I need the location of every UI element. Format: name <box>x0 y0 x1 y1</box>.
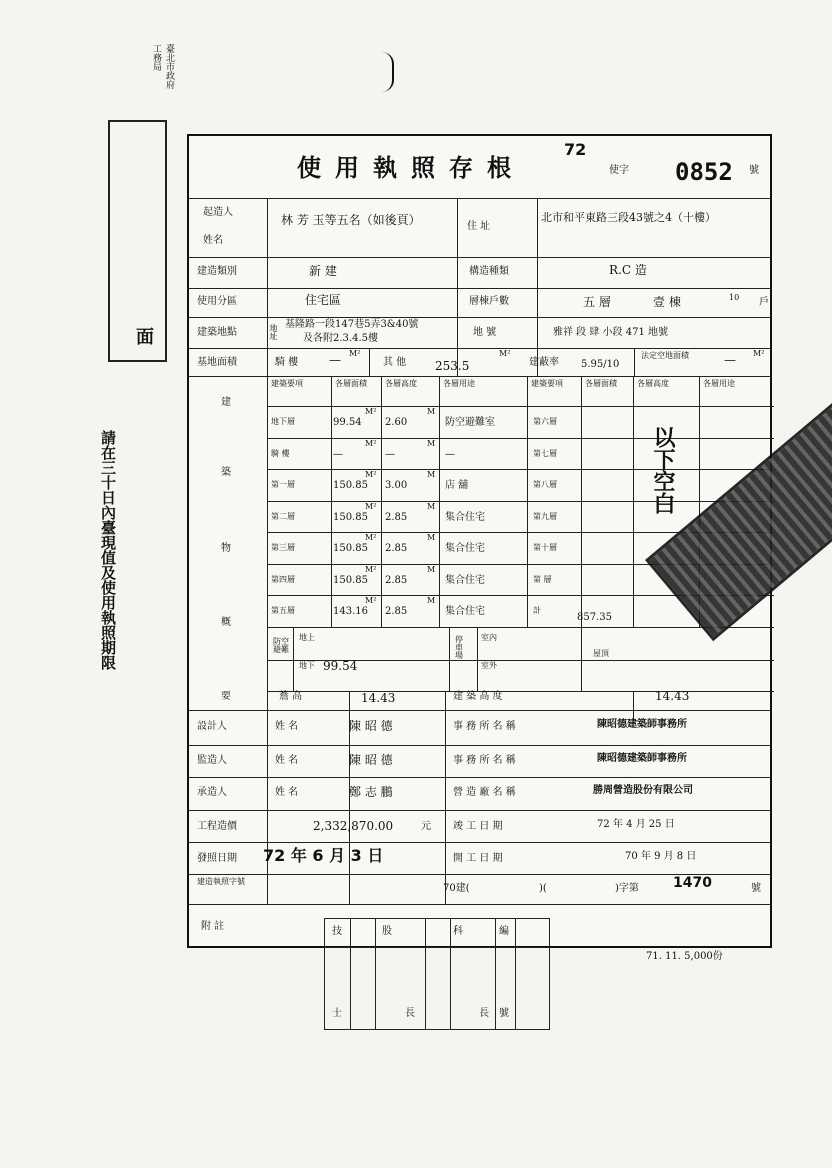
unit-label: M² <box>365 533 377 542</box>
table-cell: 第二層 <box>271 511 295 521</box>
table-cell: 第四層 <box>271 574 295 584</box>
table-cell: 2.85 <box>385 574 408 586</box>
footer-note: 71. 11. 5,000份 <box>646 951 723 962</box>
table-cell: 2.60 <box>385 417 408 428</box>
table-cell: 150.85 <box>333 543 368 554</box>
left-box-label: 面 <box>133 327 154 345</box>
table-cell: 第七層 <box>533 448 557 458</box>
table-cell: 第 層 <box>533 574 552 584</box>
table-header: 各層高度 <box>637 379 669 388</box>
top-stamp-left: 臺北市政府工務局 <box>151 44 174 89</box>
table-header: 各層面積 <box>335 379 367 388</box>
table-cell: 集合住宅 <box>445 511 485 523</box>
table-cell: 143.16 <box>333 606 368 617</box>
table-cell: 店 舖 <box>445 480 469 491</box>
unit-label: M <box>427 501 436 511</box>
table-cell: — <box>333 448 343 460</box>
table-cell: 2.85 <box>385 606 408 617</box>
top-stamp <box>150 44 385 94</box>
unit-label: M <box>427 596 436 605</box>
form-title: 使用執照存根 <box>297 153 525 182</box>
table-cell: 2.85 <box>385 543 408 554</box>
table-cell: 第九層 <box>533 511 557 521</box>
table-cell: 第一層 <box>271 480 295 489</box>
unit-label: M² <box>365 407 377 416</box>
table-cell: — <box>445 448 455 460</box>
table-cell: 防空避難室 <box>445 417 495 428</box>
table-cell: 地下層 <box>271 417 295 426</box>
table-cell: 第十層 <box>533 543 557 552</box>
blank-note: 以下空白 <box>650 426 675 514</box>
license-prefix: 使字 <box>609 165 629 176</box>
unit-label: M² <box>365 470 377 479</box>
unit-label: M² <box>365 564 377 574</box>
table-cell: 99.54 <box>333 417 362 428</box>
table-header: 各層用途 <box>443 379 475 388</box>
table-cell: 騎 樓 <box>271 448 290 458</box>
applicant-name: 林 芳 玉等五名（如後頁） <box>281 213 421 227</box>
table-header: 各層面積 <box>585 379 617 388</box>
total-area: 857.35 <box>577 612 612 623</box>
table-header: 建築要項 <box>531 379 563 388</box>
table-cell: 3.00 <box>385 480 408 491</box>
page-number: 72 <box>564 140 587 159</box>
unit-label: M <box>427 407 436 416</box>
license-form: 使用執照存根 72 使字 0852 號 起造人 姓名 林 芳 玉等五名（如後頁） 住 址 北市和平東路三段43號之4（十樓） 建造類別 新 建 構造種類 R.C 造 使用分區 住宅區 層棟戶數 五 層 壹 棟 10 戶 建築地點 地址 基隆路一段147巷5弄3&40號 及各附2.3.4.5樓 地 號 雅祥 段 肆 小段 471 地號 基地面積 騎 樓 — M² 其 他 253.5 M² 建蔽率 5.95/10 法定空地面積 — M² 建築要項 各層面積 各層高度 各層用途 建築要項 各層面積 各層高度 各層用途 地下層 99.54 2.60 防空避難室 M² M 騎 樓 — — — M² M 第一層 150.85 3.00 店 舖 M² M 第二層 150.85 2.85 集合住宅 M² M 第三層 150.85 2.85 集合住宅 M² M 第四層 150.85 2.85 集合住宅 M² M 第五層 143.16 2.85 集合住宅 M² M 第六層 第七層 第八層 第九層 第十層 第 層 計 857.35 建 築 物 概 要 以下空白 防空避難 地上 地下 99.54 停車場 室內 室外 屋頂 簷 高 14.43 建 築 高 度 14.43 設計人 姓 名 陳 昭 德 事 務 所 名 稱 陳昭德建築師事務所 監造人 姓 名 陳 昭 德 事 務 所 名 稱 陳昭德建築師事務所 承造人 姓 名 鄭 志 鵬 營 造 廠 名 稱 勝周營造股份有限公司 工程造價 2,332,870.00 元 竣 工 日 期 72 年 4 月 25 日 發照日期 72 年 6 月 3 日 開 工 日 期 70 年 9 月 8 日 建造執照字號 70建( )( )字第 1470 號 附 註 <box>187 134 772 948</box>
table-cell: 第三層 <box>271 543 295 552</box>
unit-label: M² <box>365 501 377 511</box>
cost-value: 2,332,870.00 <box>313 819 394 833</box>
license-number: 0852 <box>675 158 733 186</box>
applicant-address: 北市和平東路三段43號之4（十樓） <box>541 211 716 224</box>
table-cell: — <box>385 448 395 460</box>
table-cell: 第六層 <box>533 417 557 426</box>
unit-label: M <box>427 564 436 574</box>
table-cell: 150.85 <box>333 574 368 586</box>
table-cell: 第八層 <box>533 480 557 489</box>
table-header: 各層高度 <box>385 379 417 388</box>
table-header: 各層用途 <box>703 379 735 388</box>
unit-label: M <box>427 533 436 542</box>
table-cell: 150.85 <box>333 511 368 523</box>
approval-block: 技 士 股 長 科 長 編 號 <box>324 918 550 1030</box>
unit-label: M² <box>365 438 377 448</box>
left-box <box>108 120 167 362</box>
table-cell: 計 <box>533 606 541 615</box>
table-cell: 2.85 <box>385 511 408 523</box>
unit-label: M² <box>365 596 377 605</box>
table-cell: 150.85 <box>333 480 368 491</box>
license-suffix: 號 <box>749 165 759 176</box>
table-cell: 集合住宅 <box>445 574 485 586</box>
unit-label: M <box>427 438 436 448</box>
table-cell: 集合住宅 <box>445 606 485 617</box>
table-cell: 第五層 <box>271 606 295 615</box>
left-note: 請在三十日內臺現值及使用執照期限 <box>99 430 117 670</box>
table-header: 建築要項 <box>271 379 303 388</box>
table-cell: 集合住宅 <box>445 543 485 554</box>
unit-label: M <box>427 470 436 479</box>
